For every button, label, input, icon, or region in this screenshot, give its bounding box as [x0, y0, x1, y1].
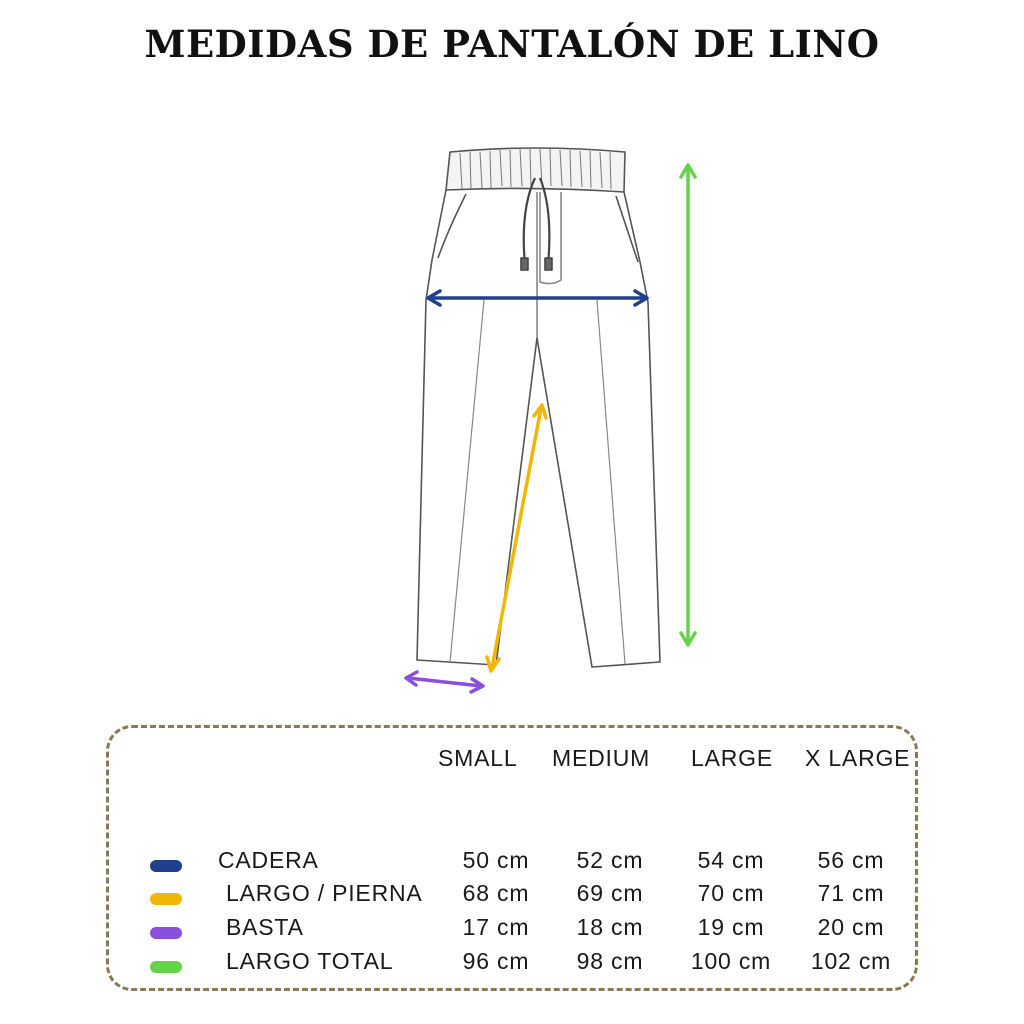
left-pocket: [438, 194, 466, 258]
cell: 98 cm: [576, 948, 644, 974]
largo-pierna-arrow: [487, 405, 546, 671]
cell: 52 cm: [576, 847, 644, 873]
cadera-swatch: [150, 860, 182, 872]
cell: 17 cm: [462, 914, 530, 940]
cell: 96 cm: [462, 948, 530, 974]
drawstring-left: [524, 178, 535, 265]
cell: 71 cm: [817, 880, 885, 906]
basta-arrow: [406, 672, 483, 692]
row-label-basta: BASTA: [226, 914, 304, 940]
drawstring-right: [540, 178, 549, 265]
cell: 18 cm: [576, 914, 644, 940]
largo-total-swatch: [150, 961, 182, 973]
cell: 56 cm: [817, 847, 885, 873]
row-label-largo-total: LARGO TOTAL: [226, 948, 394, 974]
basta-swatch: [150, 927, 182, 939]
row-label-cadera: CADERA: [218, 847, 319, 873]
header-large: LARGE: [691, 745, 773, 771]
cell: 69 cm: [576, 880, 644, 906]
right-leg: [537, 192, 660, 667]
cell: 102 cm: [810, 948, 892, 974]
cell: 68 cm: [462, 880, 530, 906]
cell: 50 cm: [462, 847, 530, 873]
left-leg: [417, 190, 537, 665]
header-xlarge: X LARGE: [805, 745, 911, 771]
cell: 100 cm: [690, 948, 772, 974]
cell: 20 cm: [817, 914, 885, 940]
largo-total-arrow: [681, 165, 695, 645]
header-medium: MEDIUM: [552, 745, 651, 771]
row-label-largo-pierna: LARGO / PIERNA: [226, 880, 423, 906]
header-small: SMALL: [438, 745, 518, 771]
cell: 19 cm: [697, 914, 765, 940]
cell: 70 cm: [697, 880, 765, 906]
page-title: MEDIDAS DE PANTALÓN DE LINO: [144, 22, 880, 66]
largo-pierna-swatch: [150, 893, 182, 905]
cell: 54 cm: [697, 847, 765, 873]
waistband: [446, 148, 625, 192]
